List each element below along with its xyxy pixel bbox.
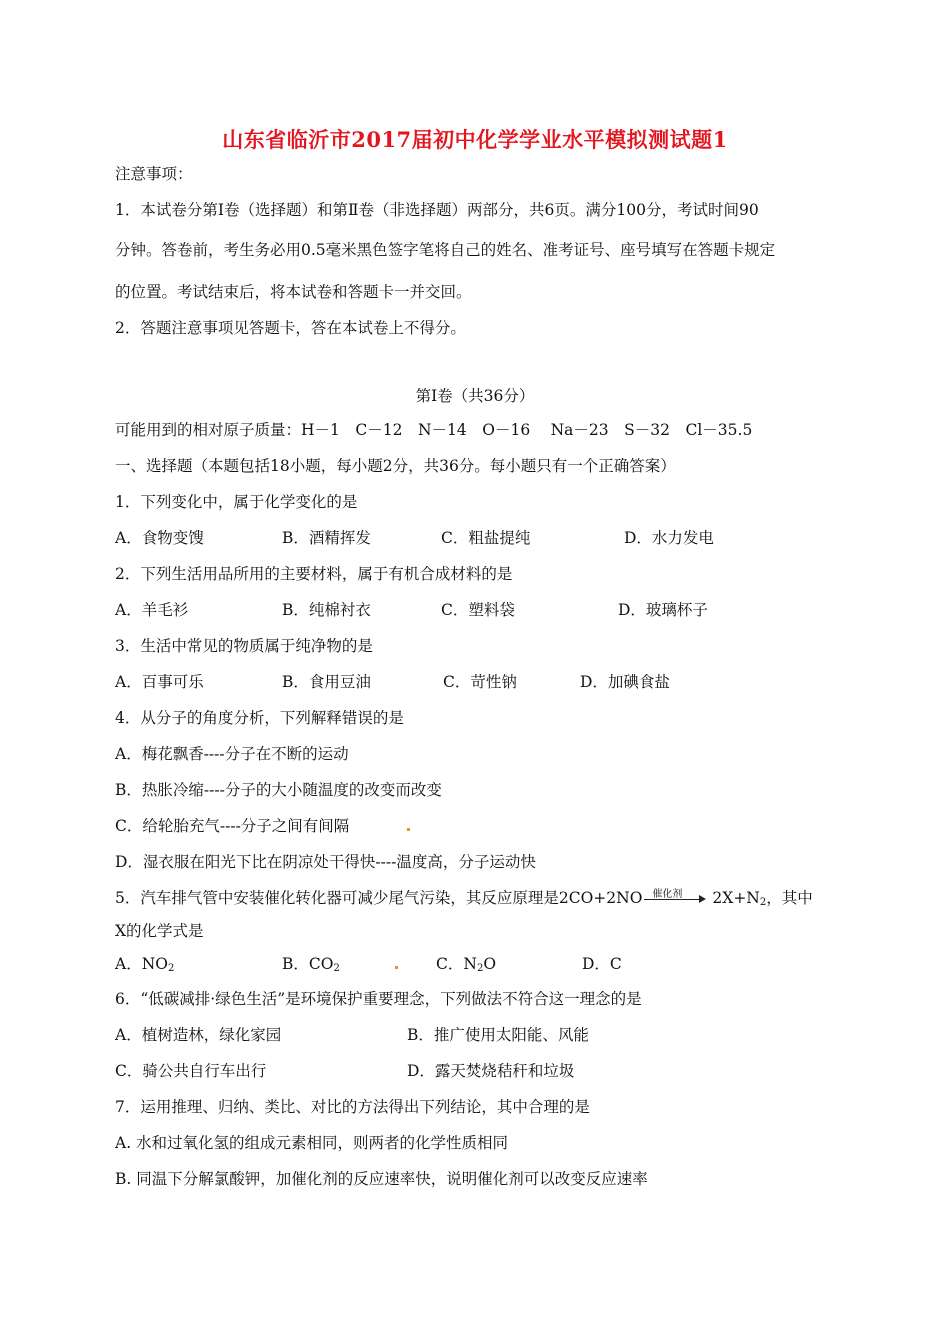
question-3-option-a: A．百事可乐 (115, 673, 204, 691)
question-3-stem: 3．生活中常见的物质属于纯净物的是 (115, 637, 373, 655)
question-6-option-c: C．骑公共自行车出行 (115, 1062, 267, 1080)
question-5-option-b: B．$CO_2$ (282, 955, 340, 974)
question-5-option-c: C．$N_2O$ (436, 955, 497, 974)
question-4-stem: 4．从分子的角度分析，下列解释错误的是 (115, 709, 404, 727)
question-7-option-b: B. 同温下分解氯酸钾，加催化剂的反应速率快，说明催化剂可以改变反应速率 (115, 1170, 648, 1188)
exam-title: 山东省临沂市2017届初中化学学业水平模拟测试题1 (222, 127, 728, 152)
speck-mark (395, 966, 398, 969)
notice-heading: 注意事项： (115, 165, 193, 183)
question-5-stem-line-2: X的化学式是 (115, 922, 204, 940)
arrow-head-icon (699, 895, 706, 903)
question-2-option-c: C．塑料袋 (441, 601, 515, 619)
question-5-stem-end: ，其中 (766, 889, 813, 907)
question-1-option-a: A．食物变馊 (115, 529, 204, 547)
question-1-option-b: B．酒精挥发 (282, 529, 371, 547)
notice-item-1-line-1: 1．本试卷分第Ⅰ卷（选择题）和第Ⅱ卷（非选择题）两部分，共6页。满分100分，考试时间90 (115, 201, 759, 219)
question-5-option-a: A．$NO_2$ (115, 955, 175, 974)
question-1-stem: 1．下列变化中，属于化学变化的是 (115, 493, 358, 511)
question-4-option-c: C．给轮胎充气----分子之间有间隔 (115, 817, 350, 835)
question-4-option-b: B．热胀冷缩----分子的大小随温度的改变而改变 (115, 781, 442, 799)
question-2-option-d: D．玻璃杯子 (618, 601, 708, 619)
question-2-option-b: B．纯棉衬衣 (282, 601, 371, 619)
question-6-option-d: D．露天焚烧秸秆和垃圾 (407, 1062, 575, 1080)
question-4-option-d: D．湿衣服在阳光下比在阴凉处干得快----温度高，分子运动快 (115, 853, 536, 871)
notice-item-1-line-3: 的位置。考试结束后，将本试卷和答题卡一并交回。 (115, 283, 472, 301)
question-3-option-b: B．食用豆油 (282, 673, 371, 691)
question-3-option-d: D．加碘食盐 (580, 673, 670, 691)
question-4-option-a: A．梅花飘香----分子在不断的运动 (115, 745, 349, 763)
reaction-arrow (644, 889, 706, 909)
question-6-stem: 6．“低碳减排·绿色生活”是环境保护重要理念，下列做法不符合这一理念的是 (115, 990, 642, 1008)
n2-subscript: 2 (759, 897, 767, 908)
speck-mark (407, 828, 410, 831)
question-2-stem: 2．下列生活用品所用的主要材料，属于有机合成材料的是 (115, 565, 513, 583)
question-2-option-a: A．羊毛衫 (115, 601, 189, 619)
notice-item-1-line-2: 分钟。答卷前，考生务必用0.5毫米黑色签字笔将自己的姓名、准考证号、座号填写在答题卡规定 (115, 241, 776, 259)
notice-item-2: 2．答题注意事项见答题卡，答在本试卷上不得分。 (115, 319, 466, 337)
question-5-stem-pre: 5．汽车排气管中安装催化转化器可减少尾气污染，其反应原理是2CO+2NO (115, 889, 643, 907)
question-1-option-d: D．水力发电 (624, 529, 714, 547)
atomic-masses: 可能用到的相对原子质量：H－1 C－12 N－14 O－16 Na－23 S－32 Cl－35.5 (115, 421, 753, 439)
question-5-stem-post: 2X+N (712, 889, 760, 907)
question-6-option-a: A．植树造林，绿化家园 (115, 1026, 282, 1044)
question-6-option-b: B．推广使用太阳能、风能 (407, 1026, 589, 1044)
section-heading: 第Ⅰ卷（共36分） (415, 387, 535, 405)
question-7-stem: 7．运用推理、归纳、类比、对比的方法得出下列结论，其中合理的是 (115, 1098, 590, 1116)
question-5-option-d: D．C (582, 955, 622, 973)
catalyst-label: 催化剂 (652, 889, 683, 900)
question-1-option-c: C．粗盐提纯 (441, 529, 531, 547)
part-heading: 一、选择题（本题包括18小题，每小题2分，共36分。每小题只有一个正确答案） (115, 457, 676, 475)
question-5-stem (115, 888, 813, 913)
question-3-option-c: C．苛性钠 (443, 673, 517, 691)
question-7-option-a: A. 水和过氧化氢的组成元素相同，则两者的化学性质相同 (115, 1134, 509, 1152)
